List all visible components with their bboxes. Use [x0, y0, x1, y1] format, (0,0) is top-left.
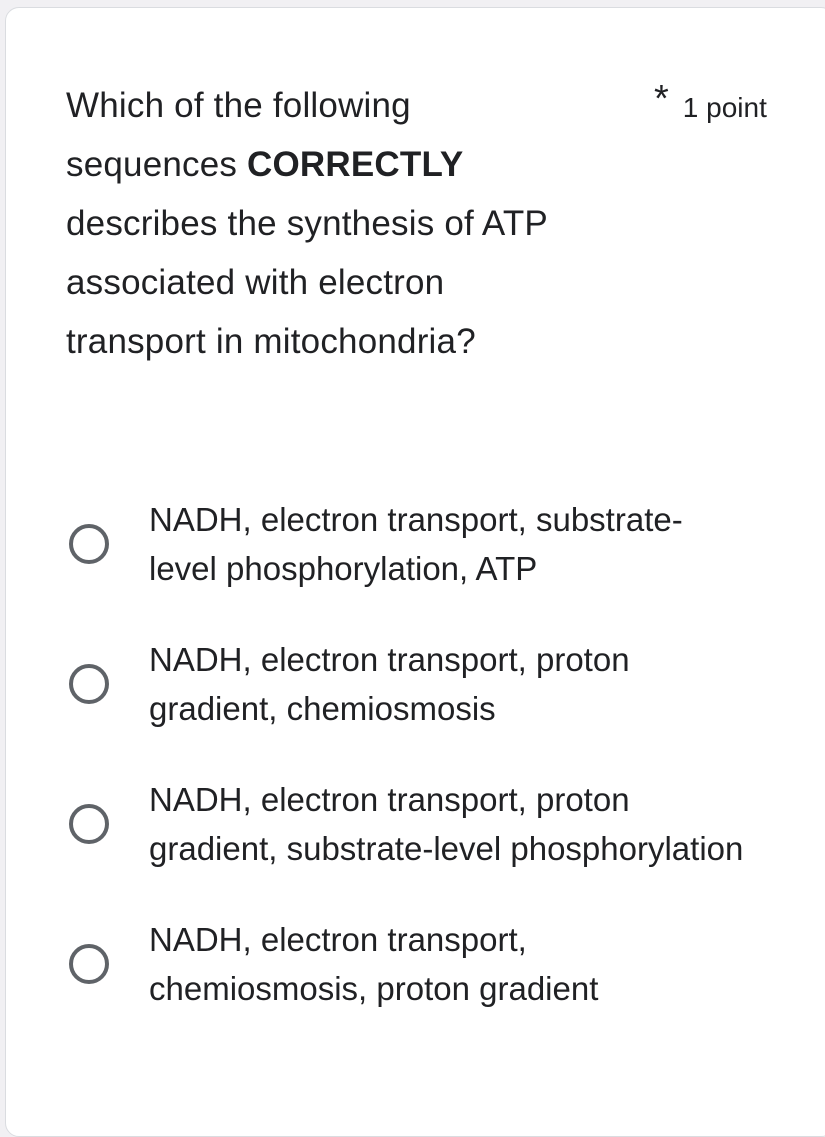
- option-item-4[interactable]: [66, 915, 786, 1013]
- question-card: [5, 7, 825, 1137]
- question-text: [66, 76, 586, 371]
- option-item-1[interactable]: [66, 495, 786, 593]
- radio-unchecked-icon[interactable]: [69, 664, 109, 704]
- required-asterisk: *: [654, 78, 669, 120]
- option-label[interactable]: NADH, electron transport, substrate-level phosphorylation, ATP: [149, 501, 683, 587]
- radio-unchecked-icon[interactable]: [69, 944, 109, 984]
- question-text-part1: Which of the following sequences: [66, 86, 411, 184]
- question-meta: [654, 80, 767, 124]
- option-label[interactable]: NADH, electron transport, proton gradient, substrate-level phosphorylation: [149, 781, 744, 867]
- option-label[interactable]: NADH, electron transport, chemiosmosis, proton gradient: [149, 921, 599, 1007]
- option-label[interactable]: NADH, electron transport, proton gradient, chemiosmosis: [149, 641, 630, 727]
- option-item-2[interactable]: [66, 635, 786, 733]
- options-list: [66, 495, 786, 1055]
- points-label: 1 point: [682, 92, 767, 123]
- question-text-emphasis: CORRECTLY: [247, 145, 464, 184]
- question-text-part2: describes the synthesis of ATP associated with electron transport in mitochondria?: [66, 204, 548, 361]
- radio-unchecked-icon[interactable]: [69, 524, 109, 564]
- option-item-3[interactable]: [66, 775, 786, 873]
- radio-unchecked-icon[interactable]: [69, 804, 109, 844]
